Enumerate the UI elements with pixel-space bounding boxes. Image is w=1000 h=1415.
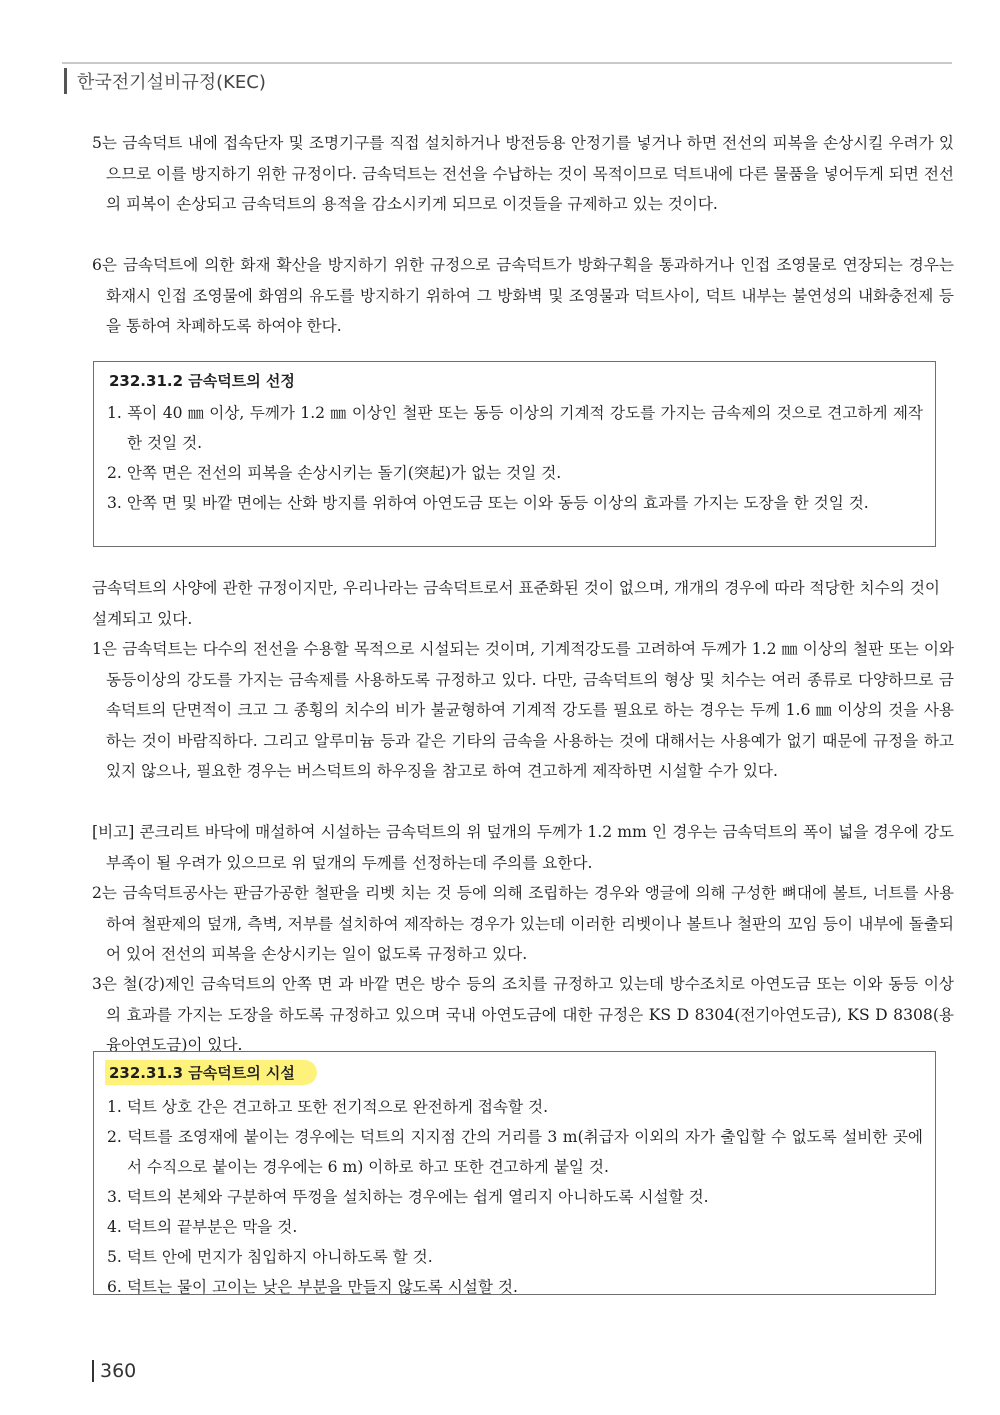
header-title: 한국전기설비규정(KEC) xyxy=(77,72,266,93)
list-item: 4. 덕트의 끝부분은 막을 것. xyxy=(107,1218,298,1236)
list-item: 5. 덕트 안에 먼지가 침입하지 아니하도록 할 것. xyxy=(107,1248,433,1266)
page-number-text: 360 xyxy=(100,1360,137,1382)
box-list xyxy=(107,398,923,518)
regulation-box-232-31-2 xyxy=(93,361,936,547)
box-title-highlighted: 232.31.3 금속덕트의 시설 xyxy=(105,1060,317,1085)
header-bar xyxy=(64,68,67,94)
box-title: 232.31.2 금속덕트의 선정 xyxy=(109,372,295,390)
running-header xyxy=(64,66,266,96)
page-number-bar xyxy=(92,1360,94,1382)
list-item: 2. 덕트를 조영재에 붙이는 경우에는 덕트의 지지점 간의 거리를 3 m(취급자 이외의 자가 출입할 수 없도록 설비한 곳에서 수직으로 붙이는 경우에는 6 m) 이하로 하고 또한 견고하게 붙일 것. xyxy=(107,1128,923,1176)
top-rule xyxy=(62,62,952,64)
regulation-box-232-31-3 xyxy=(93,1051,936,1295)
page-number xyxy=(92,1360,136,1382)
paragraph-item-2: 2는 금속덕트공사는 판금가공한 철판을 리벳 치는 것 등에 의해 조립하는 경우와 앵글에 의해 구성한 뼈대에 볼트, 너트를 사용하여 철판제의 덮개, 측벽, 저부를 설치하여 제작하는 경우가 있는데 이러한 리벳이나 볼트나 철판의 꼬임 등이 내부에 돌출되어 있어 전선의 피복을 손상시키는 일이 없도록 규정하고 있다. xyxy=(92,884,954,963)
paragraph-item-5: 5는 금속덕트 내에 접속단자 및 조명기구를 직접 설치하거나 방전등용 안정기를 넣거나 하면 전선의 피복을 손상시킬 우려가 있으므로 이를 방지하기 위한 규정이다. 금속덕트는 전선을 수납하는 것이 목적이므로 덕트내에 다른 물품을 넣어두게 되면 전선의 피복이 손상되고 금속덕트의 용적을 감소시키게 되므로 이것들을 규제하고 있는 것이다. xyxy=(92,134,954,213)
paragraph-item-1: 1은 금속덕트는 다수의 전선을 수용할 목적으로 시설되는 것이며, 기계적강도를 고려하여 두께가 1.2 ㎜ 이상의 철판 또는 이와 동등이상의 강도를 가지는 금속제를 사용하도록 규정하고 있다. 다만, 금속덕트의 형상 및 치수는 여러 종류로 다양하므로 금속덕트의 단면적이 크고 그 종횡의 치수의 비가 불균형하여 기계적 강도를 필요로 하는 경우는 두께 1.6 ㎜ 이상의 것을 사용하는 것이 바람직하다. 그리고 알루미늄 등과 같은 기타의 금속을 사용하는 것에 대해서는 사용예가 없기 때문에 규정을 하고 있지 않으나, 필요한 경우는 버스덕트의 하우징을 참고로 하여 견고하게 제작하면 시설할 수가 있다. xyxy=(92,640,954,780)
list-item: 3. 덕트의 본체와 구분하여 뚜껑을 설치하는 경우에는 쉽게 열리지 아니하도록 시설할 것. xyxy=(107,1188,709,1206)
list-item: 1. 폭이 40 ㎜ 이상, 두께가 1.2 ㎜ 이상인 철판 또는 동등 이상의 기계적 강도를 가지는 금속제의 것으로 견고하게 제작한 것일 것. xyxy=(107,404,923,452)
paragraph-item-3: 3은 철(강)제인 금속덕트의 안쪽 면 과 바깥 면은 방수 등의 조치를 규정하고 있는데 방수조치로 아연도금 또는 이와 동등 이상의 효과를 가지는 도장을 하도록 규정하고 있으며 국내 아연도금에 대한 규정은 KS D 8304(전기아연도금), KS D 8308(용융아연도금)이 있다. xyxy=(92,975,954,1054)
list-item: 2. 안쪽 면은 전선의 피복을 손상시키는 돌기(突起)가 없는 것일 것. xyxy=(107,464,562,482)
list-item: 3. 안쪽 면 및 바깥 면에는 산화 방지를 위하여 아연도금 또는 이와 동등 이상의 효과를 가지는 도장을 한 것일 것. xyxy=(107,494,869,512)
paragraph-item-6: 6은 금속덕트에 의한 화재 확산을 방지하기 위한 규정으로 금속덕트가 방화구획을 통과하거나 인접 조영물로 연장되는 경우는 화재시 인접 조영물에 화염의 유도를 방지하기 위하여 그 방화벽 및 조영물과 덕트사이, 덕트 내부는 불연성의 내화충전제 등을 통하여 차폐하도록 하여야 한다. xyxy=(92,256,954,335)
paragraph-overview: 금속덕트의 사양에 관한 규정이지만, 우리나라는 금속덕트로서 표준화된 것이 없으며, 개개의 경우에 따라 적당한 치수의 것이 설계되고 있다. xyxy=(92,579,940,628)
paragraph-note: [비고] 콘크리트 바닥에 매설하여 시설하는 금속덕트의 위 덮개의 두께가 1.2 mm 인 경우는 금속덕트의 폭이 넓을 경우에 강도부족이 될 우려가 있으므로 위 덮개의 두께를 선정하는데 주의를 요한다. xyxy=(92,823,954,872)
box-list xyxy=(107,1092,923,1302)
list-item: 6. 덕트는 물이 고이는 낮은 부분을 만들지 않도록 시설할 것. xyxy=(107,1278,518,1296)
list-item: 1. 덕트 상호 간은 견고하고 또한 전기적으로 완전하게 접속할 것. xyxy=(107,1098,549,1116)
